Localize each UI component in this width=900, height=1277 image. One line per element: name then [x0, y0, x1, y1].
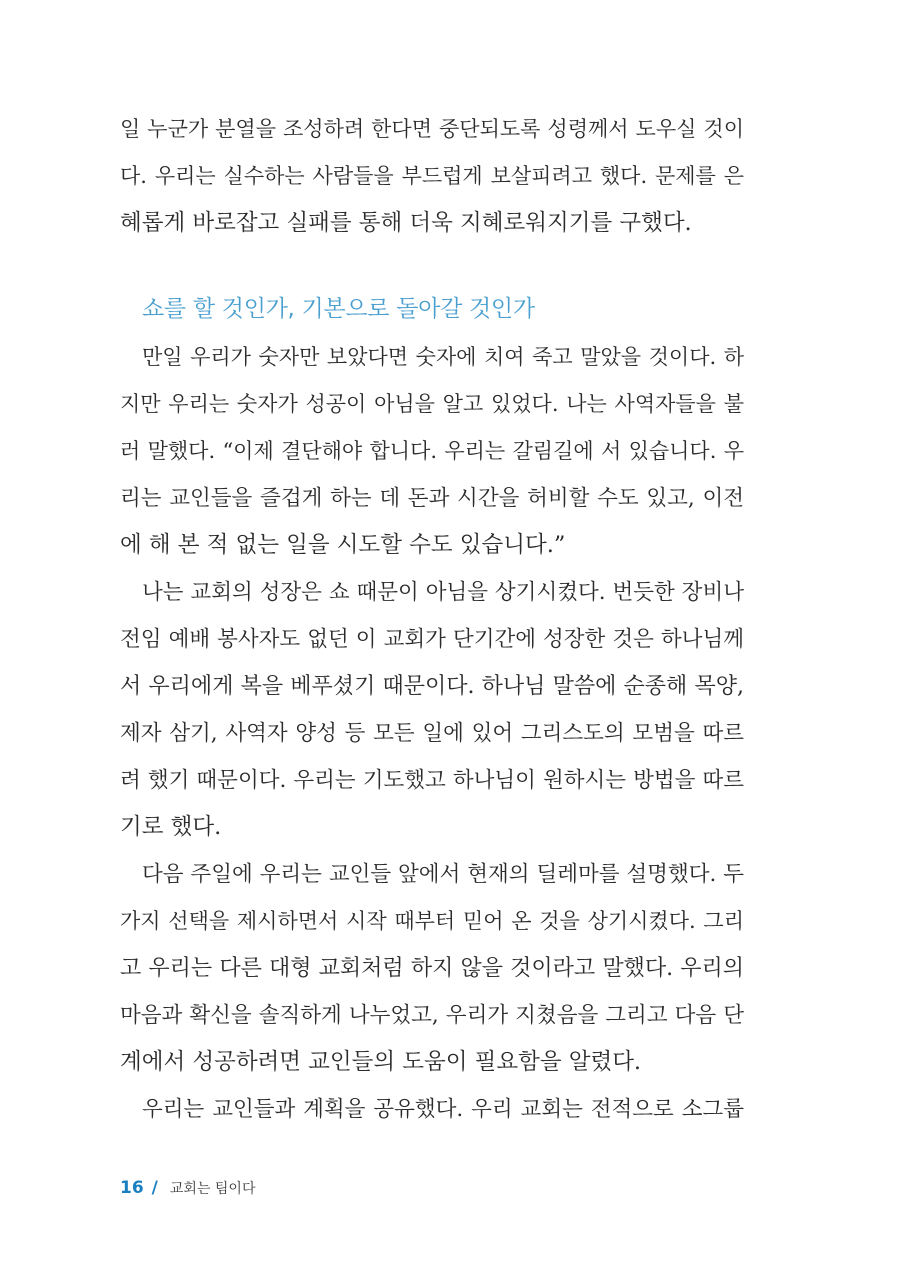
text-line: 지만 우리는 숫자가 성공이 아님을 알고 있었다. 나는 사역자들을 불 [120, 392, 744, 416]
text-line: 나는 교회의 성장은 쇼 때문이 아님을 상기시켰다. 번듯한 장비나 [142, 580, 744, 605]
text-line: 서 우리에게 복을 베푸셨기 때문이다. 하나님 말씀에 순종해 목양, [120, 674, 744, 699]
text-line: 혜롭게 바로잡고 실패를 통해 더욱 지혜로워지기를 구했다. [120, 210, 692, 236]
text-line: 가지 선택을 제시하면서 시작 때부터 믿어 온 것을 상기시켰다. 그리 [120, 909, 744, 933]
paragraph [120, 1086, 744, 1133]
footer-separator: / [151, 1178, 158, 1198]
paragraph [120, 569, 744, 851]
paragraph [120, 851, 744, 1086]
body-text [120, 334, 744, 1133]
text-line: 계에서 성공하려면 교인들의 도움이 필요함을 알렸다. [120, 1049, 642, 1075]
text-line: 러 말했다. “이제 결단해야 합니다. 우리는 갈림길에 서 있습니다. 우 [120, 439, 744, 463]
section-heading: 쇼를 할 것인가, 기본으로 돌아갈 것인가 [142, 296, 535, 322]
page-number: 16 [120, 1178, 144, 1198]
text-line: 마음과 확신을 솔직하게 나누었고, 우리가 지쳤음을 그리고 다음 단 [120, 1003, 744, 1028]
text-line: 려 했기 때문이다. 우리는 기도했고 하나님이 원하시는 방법을 따르 [120, 768, 744, 793]
paragraph [120, 334, 744, 569]
text-line: 다. 우리는 실수하는 사람들을 부드럽게 보살피려고 했다. 문제를 은 [120, 164, 744, 188]
text-line: 일 누군가 분열을 조성하려 한다면 중단되도록 성령께서 도우실 것이 [120, 117, 744, 141]
text-line: 리는 교인들을 즐겁게 하는 데 돈과 시간을 허비할 수도 있고, 이전 [120, 486, 744, 511]
intro-paragraph-continuation [120, 106, 744, 247]
text-line: 만일 우리가 숫자만 보았다면 숫자에 치여 죽고 말았을 것이다. 하 [142, 345, 744, 369]
page-footer [120, 1178, 256, 1198]
text-line: 고 우리는 다른 대형 교회처럼 하지 않을 것이라고 말했다. 우리의 [120, 956, 744, 981]
text-line: 다음 주일에 우리는 교인들 앞에서 현재의 딜레마를 설명했다. 두 [142, 862, 744, 887]
text-line: 전임 예배 봉사자도 없던 이 교회가 단기간에 성장한 것은 하나님께 [120, 627, 744, 652]
text-line: 기로 했다. [120, 814, 222, 840]
book-title: 교회는 팀이다 [169, 1181, 256, 1197]
text-line: 제자 삼기, 사역자 양성 등 모든 일에 있어 그리스도의 모범을 따르 [120, 721, 744, 746]
text-line: 우리는 교인들과 계획을 공유했다. 우리 교회는 전적으로 소그룹 [142, 1097, 744, 1122]
text-line: 에 해 본 적 없는 일을 시도할 수도 있습니다.” [120, 532, 566, 558]
